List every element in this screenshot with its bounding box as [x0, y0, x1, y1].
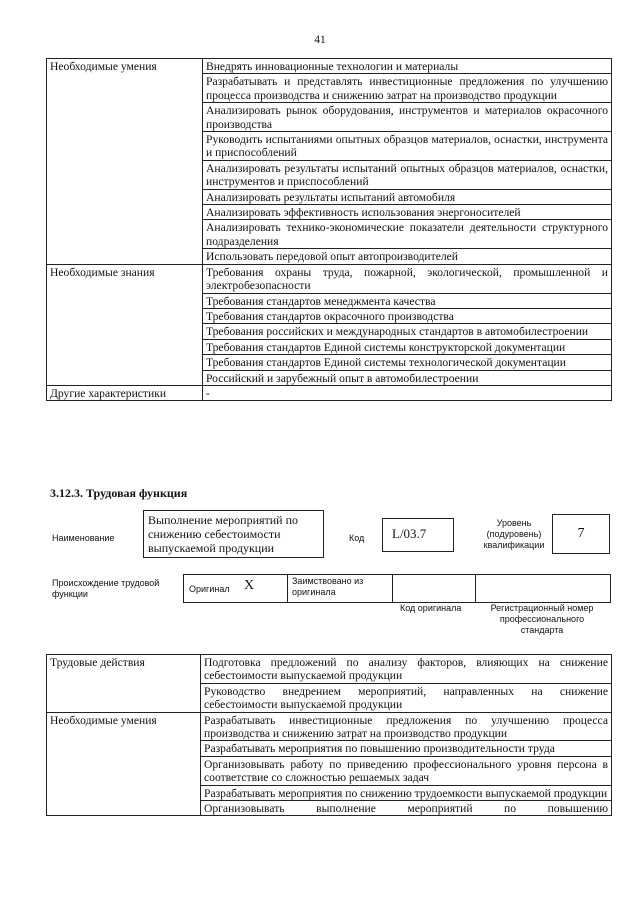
name-label: Наименование: [52, 533, 115, 543]
row-label-knowledge: Необходимые знания: [47, 264, 203, 385]
table-cell: Требования стандартов Единой системы конструкторской документации: [203, 339, 612, 354]
borrowed-label: Заимствовано из оригинала: [292, 576, 364, 597]
table-cell: Разрабатывать и представлять инвестиционные предложения по улучшению процесса производства и снижению затрат на производство продукции: [203, 74, 612, 103]
original-mark: X: [244, 578, 255, 593]
section-heading: 3.12.3. Трудовая функция: [50, 486, 188, 500]
table-row: [47, 264, 612, 293]
reg-number-caption: Регистрационный номер профессионального стандарта: [490, 603, 594, 635]
table-cell: Подготовка предложений по анализу факторов, влияющих на снижение себестоимости выпускаемой продукции: [201, 655, 612, 684]
level-value: 7: [577, 526, 585, 541]
level-box: [552, 514, 610, 554]
function-name-value: Выполнение мероприятий по снижению себестоимости выпускаемой продукции: [148, 513, 299, 555]
table-cell: Российский и зарубежный опыт в автомобилестроении: [203, 370, 612, 385]
table-row: [47, 59, 612, 74]
original-label: Оригинал: [189, 584, 230, 594]
table-cell: Требования стандартов менеджмента качества: [203, 293, 612, 308]
table-cell: Анализировать технико-экономические показатели деятельности структурного подразделения: [203, 220, 612, 249]
table-row: [47, 655, 612, 684]
table-cell: Организовывать выполнение мероприятий по повышению: [201, 801, 612, 816]
code-box: [382, 518, 454, 552]
code-original-caption: Код оригинала: [400, 603, 462, 613]
code-label: Код: [349, 533, 365, 543]
table-cell: Разрабатывать инвестиционные предложения по улучшению процесса производства и снижению затрат на производство продукции: [201, 712, 612, 741]
table-cell: Руководить испытаниями опытных образцов материалов, оснастки, инструмента и приспособлений: [203, 132, 612, 161]
origin-label: Происхождение трудовой функции: [52, 578, 160, 599]
table-cell: -: [203, 385, 612, 400]
level-label: Уровень (подуровень) квалификации: [483, 518, 545, 550]
table-cell: Разрабатывать мероприятия по снижению трудоемкости выпускаемой продукции: [201, 785, 612, 800]
row-label-actions: Трудовые действия: [47, 655, 201, 713]
table-cell: Требования охраны труда, пожарной, экологической, промышленной и электробезопасности: [203, 264, 612, 293]
table-cell: Организовывать работу по приведению профессионального уровня персона в соответствие со сложностью решаемых задач: [201, 756, 612, 785]
table-cell: Анализировать результаты испытаний опытных образцов материалов, оснастки, инструментов и приспособлений: [203, 160, 612, 189]
borrowed-cell: [287, 574, 393, 603]
row-label-other: Другие характеристики: [47, 385, 203, 400]
table-cell: Требования стандартов окрасочного производства: [203, 308, 612, 323]
table-cell: Анализировать результаты испытаний автомобиля: [203, 189, 612, 204]
table-cell: Внедрять инновационные технологии и материалы: [203, 59, 612, 74]
page-number: 41: [314, 34, 326, 46]
table-cell: Анализировать эффективность использования энергоносителей: [203, 205, 612, 220]
table-cell: Использовать передовой опыт автопроизводителей: [203, 249, 612, 264]
function-name-box: [143, 510, 324, 558]
row-label-skills: Необходимые умения: [47, 59, 203, 265]
original-cell: [183, 574, 288, 603]
table-cell: Требования стандартов Единой системы технологической документации: [203, 355, 612, 370]
table-row: [47, 712, 612, 741]
competencies-table-bottom: [46, 654, 612, 816]
table-row: [47, 385, 612, 400]
reg-number-cell: [475, 574, 611, 603]
table-cell: Руководство внедрением мероприятий, направленных на снижение себестоимости выпускаемой продукции: [201, 683, 612, 712]
row-label-skills: Необходимые умения: [47, 712, 201, 816]
code-value: L/03.7: [392, 526, 427, 541]
table-cell: Требования российских и международных стандартов в автомобилестроении: [203, 324, 612, 339]
code-original-cell: [392, 574, 476, 603]
competencies-table-top: [46, 58, 612, 401]
table-cell: Разрабатывать мероприятия по повышению производительности труда: [201, 741, 612, 756]
table-cell: Анализировать рынок оборудования, инструментов и материалов окрасочного производства: [203, 103, 612, 132]
